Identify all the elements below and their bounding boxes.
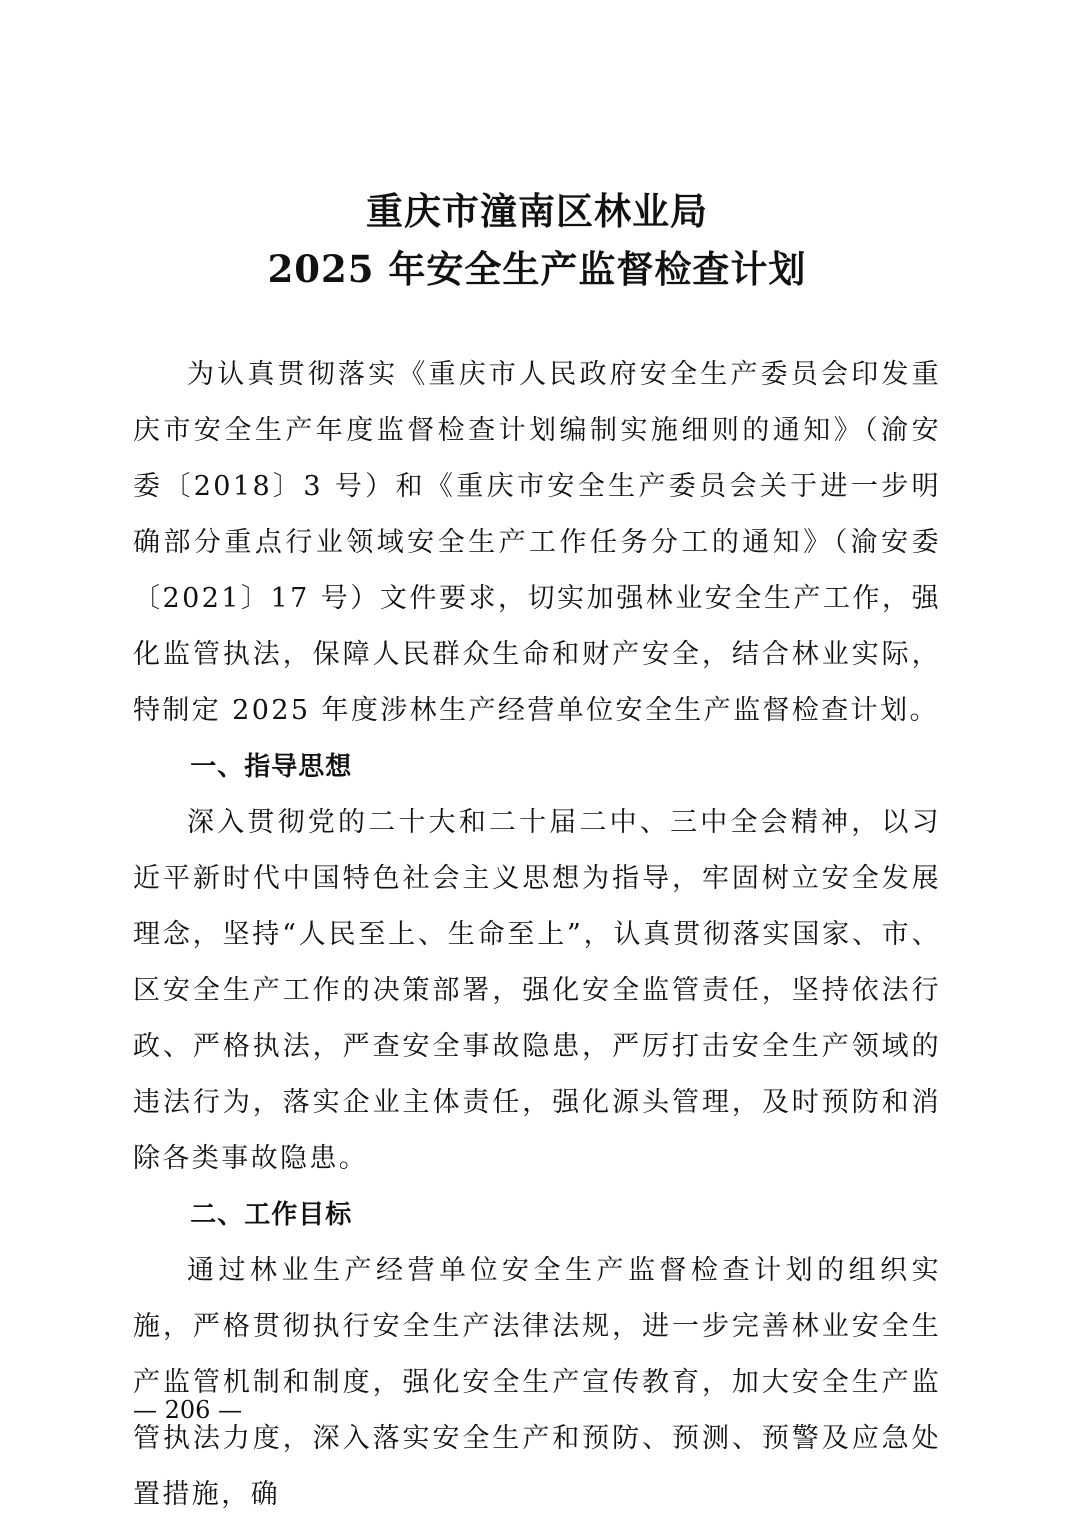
page-number: — 206 — — [133, 1396, 243, 1424]
section-heading-work-goals: 二、工作目标 — [190, 1200, 353, 1230]
guiding-ideology-paragraph: 深入贯彻党的二十大和二十届二中、三中全会精神，以习近平新时代中国特色社会主义思想为指导，牢固树立安全发展理念，坚持“人民至上、生命至上”，认真贯彻落实国家、市、区安全生产工作的决策部署，强化安全监管责任，坚持依法行政、严格执法，严查安全事故隐患，严厉打击安全生产领域的违法行为，落实企业主体责任，强化源头管理，及时预防和消除各类事故隐患。 — [133, 807, 941, 1174]
title-line-1: 重庆市潼南区林业局 — [366, 189, 708, 233]
title-line-2: 2025 年安全生产监督检查计划 — [267, 247, 807, 291]
section-heading-guiding-ideology: 一、指导思想 — [190, 752, 353, 782]
document-title — [0, 182, 1074, 298]
intro-paragraph: 为认真贯彻落实《重庆市人民政府安全生产委员会印发重庆市安全生产年度监督检查计划编制实施细则的通知》（渝安委〔2018〕3 号）和《重庆市安全生产委员会关于进一步明确部分重点行业领域安全生产工作任务分工的通知》（渝安委〔2021〕17 号）文件要求，切实加强林业安全生产工作，强化监管执法，保障人民群众生命和财产安全，结合林业实际，特制定 2025 年度涉林生产经营单位安全生产监督检查计划。 — [133, 359, 941, 726]
work-goals-paragraph: 通过林业生产经营单位安全生产监督检查计划的组织实施，严格贯彻执行安全生产法律法规，进一步完善林业安全生产监管机制和制度，强化安全生产宣传教育，加大安全生产监管执法力度，深入落实安全生产和预防、预测、预警及应急处置措施，确 — [133, 1255, 941, 1510]
document-body — [133, 347, 941, 1523]
